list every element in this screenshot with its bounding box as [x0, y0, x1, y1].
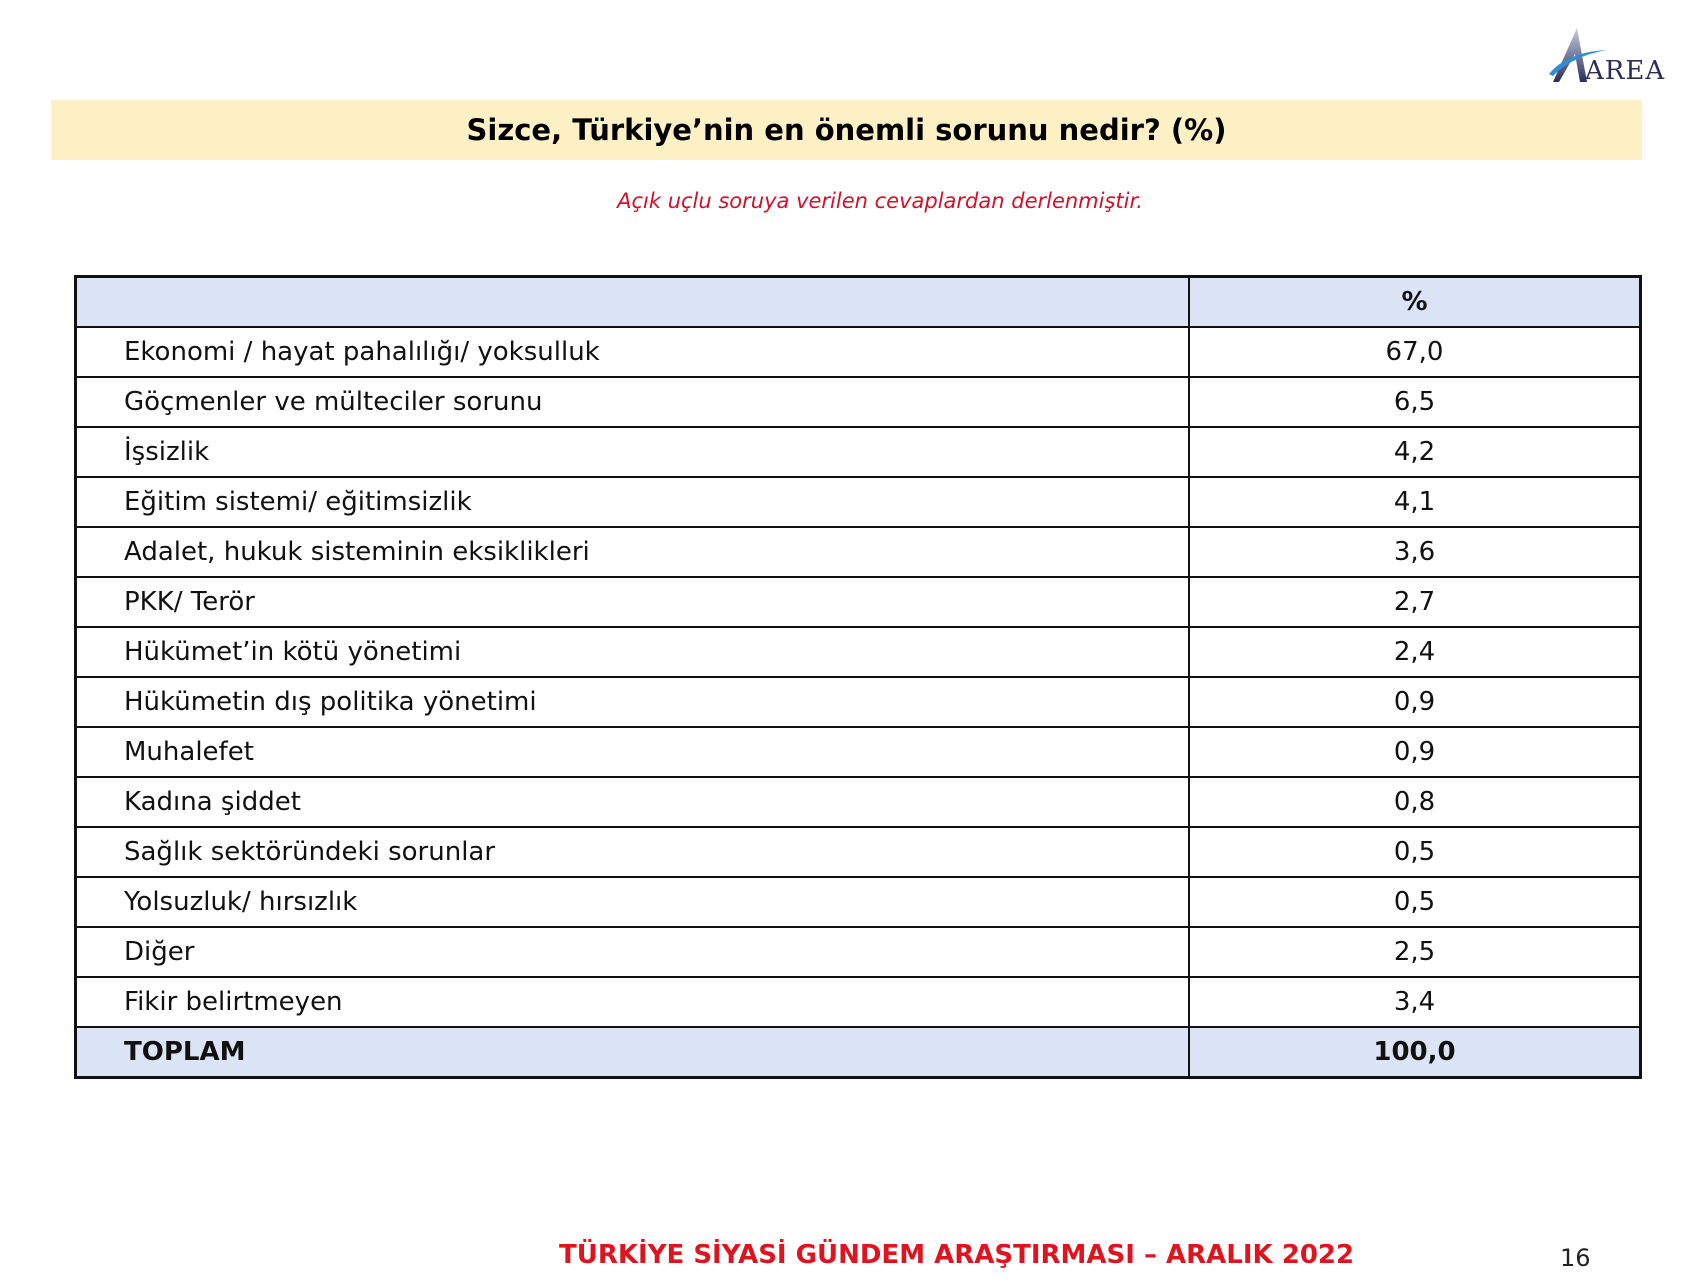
header-value-cell: %	[1189, 277, 1641, 328]
total-row	[76, 1027, 1641, 1078]
table-row	[76, 877, 1641, 927]
table-row	[76, 827, 1641, 877]
table-row	[76, 577, 1641, 627]
table-row	[76, 477, 1641, 527]
table-row	[76, 777, 1641, 827]
table-row	[76, 527, 1641, 577]
row-label: Hükümet’in kötü yönetimi	[76, 627, 1190, 677]
row-value: 2,5	[1189, 927, 1641, 977]
table-row	[76, 677, 1641, 727]
page-number: 16	[1560, 1244, 1591, 1272]
row-value: 0,5	[1189, 827, 1641, 877]
row-value: 2,7	[1189, 577, 1641, 627]
area-logo	[1547, 24, 1672, 90]
page-title: Sizce, Türkiye’nin en önemli sorunu nedir? (%)	[466, 113, 1227, 147]
title-band	[51, 100, 1642, 160]
row-value: 0,9	[1189, 727, 1641, 777]
row-value: 0,8	[1189, 777, 1641, 827]
row-value: 3,4	[1189, 977, 1641, 1027]
table-row	[76, 977, 1641, 1027]
row-label: Yolsuzluk/ hırsızlık	[76, 877, 1190, 927]
row-value: 6,5	[1189, 377, 1641, 427]
total-value: 100,0	[1189, 1027, 1641, 1078]
total-label: TOPLAM	[76, 1027, 1190, 1078]
subtitle: Açık uçlu soruya verilen cevaplardan derlenmiştir.	[617, 189, 1143, 213]
header-label-cell	[76, 277, 1190, 328]
row-label: PKK/ Terör	[76, 577, 1190, 627]
table-row	[76, 427, 1641, 477]
results-table	[74, 275, 1642, 1079]
row-value: 67,0	[1189, 327, 1641, 377]
table-row	[76, 327, 1641, 377]
row-label: Hükümetin dış politika yönetimi	[76, 677, 1190, 727]
row-label: Diğer	[76, 927, 1190, 977]
row-value: 2,4	[1189, 627, 1641, 677]
table-row	[76, 727, 1641, 777]
table-row	[76, 927, 1641, 977]
row-label: Adalet, hukuk sisteminin eksiklikleri	[76, 527, 1190, 577]
row-label: Ekonomi / hayat pahalılığı/ yoksulluk	[76, 327, 1190, 377]
row-value: 4,1	[1189, 477, 1641, 527]
footer-title: TÜRKİYE SİYASİ GÜNDEM ARAŞTIRMASI – ARALIK 2022	[559, 1240, 1355, 1270]
row-value: 0,9	[1189, 677, 1641, 727]
row-value: 0,5	[1189, 877, 1641, 927]
row-label: Göçmenler ve mülteciler sorunu	[76, 377, 1190, 427]
row-label: Sağlık sektöründeki sorunlar	[76, 827, 1190, 877]
row-label: Fikir belirtmeyen	[76, 977, 1190, 1027]
row-label: Muhalefet	[76, 727, 1190, 777]
logo-text: AREA	[1585, 56, 1666, 86]
row-value: 3,6	[1189, 527, 1641, 577]
table-row	[76, 627, 1641, 677]
row-label: Kadına şiddet	[76, 777, 1190, 827]
table-row	[76, 377, 1641, 427]
row-label: İşsizlik	[76, 427, 1190, 477]
row-label: Eğitim sistemi/ eğitimsizlik	[76, 477, 1190, 527]
table-header-row	[76, 277, 1641, 328]
row-value: 4,2	[1189, 427, 1641, 477]
